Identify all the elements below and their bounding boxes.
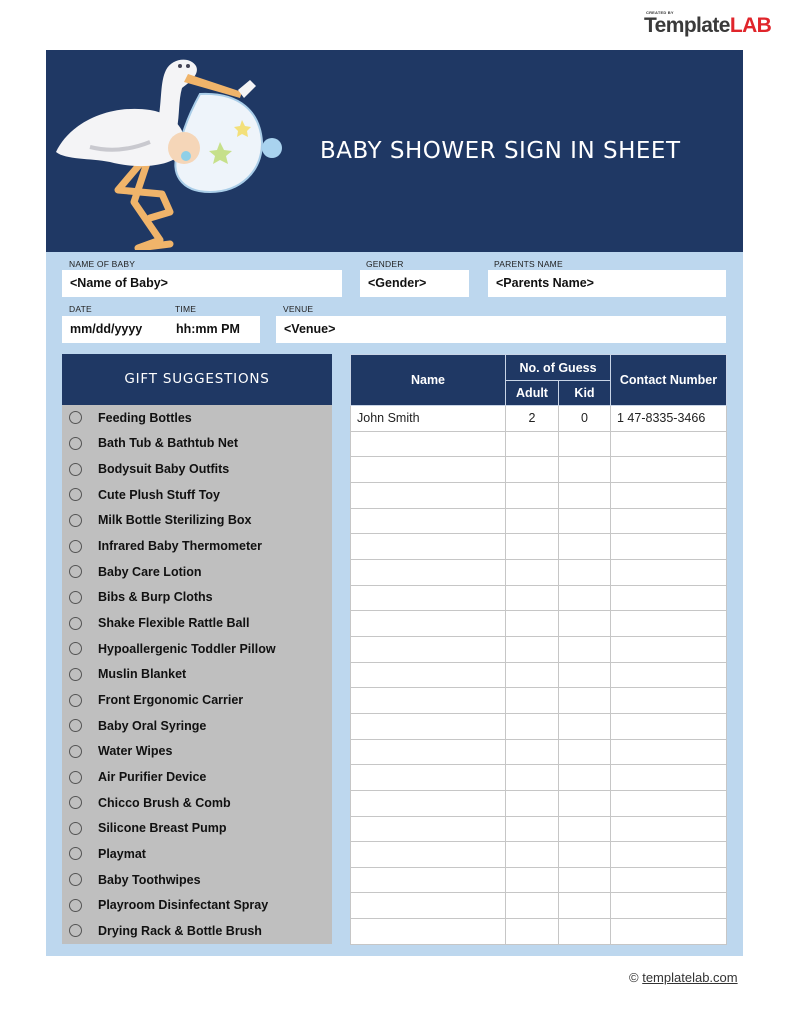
radio-circle-icon[interactable] [69, 488, 82, 501]
gift-item-label: Muslin Blanket [98, 667, 187, 682]
gift-item-label: Front Ergonomic Carrier [98, 693, 244, 708]
cell-name[interactable] [351, 508, 506, 534]
gift-item[interactable] [62, 841, 332, 867]
cell-adult[interactable] [506, 893, 559, 919]
cell-name[interactable] [351, 534, 506, 560]
gift-item-label: Silicone Breast Pump [98, 821, 227, 836]
gift-item-label: Bodysuit Baby Outfits [98, 462, 230, 477]
cell-name[interactable] [351, 893, 506, 919]
cell-adult[interactable] [506, 585, 559, 611]
cell-adult[interactable] [506, 662, 559, 688]
gift-item[interactable] [62, 585, 332, 611]
cell-adult[interactable]: 2 [506, 406, 559, 432]
cell-contact[interactable] [611, 482, 727, 508]
cell-kid[interactable] [559, 636, 611, 662]
cell-name[interactable] [351, 611, 506, 637]
cell-name[interactable] [351, 739, 506, 765]
radio-circle-icon[interactable] [69, 668, 82, 681]
gift-item-label: Baby Toothwipes [98, 872, 201, 887]
gift-item[interactable] [62, 456, 332, 482]
header-number-of-guests: No. of Guess [506, 355, 611, 381]
cell-contact[interactable] [611, 457, 727, 483]
sign-in-sheet [46, 50, 743, 956]
table-row [351, 457, 727, 483]
gift-item[interactable] [62, 918, 332, 944]
cell-adult[interactable] [506, 636, 559, 662]
cell-kid[interactable]: 0 [559, 406, 611, 432]
radio-circle-icon[interactable] [69, 565, 82, 578]
brand-name: TemplateLAB [644, 14, 772, 37]
cell-contact[interactable] [611, 765, 727, 791]
cell-contact[interactable] [611, 893, 727, 919]
radio-circle-icon[interactable] [69, 694, 82, 707]
table-row [351, 636, 727, 662]
gift-item-label: Hypoallergenic Toddler Pillow [98, 641, 276, 656]
cell-adult[interactable] [506, 482, 559, 508]
parents-name-label: PARENTS NAME [494, 259, 563, 269]
cell-contact[interactable] [611, 790, 727, 816]
gift-item-label: Drying Rack & Bottle Brush [98, 923, 262, 938]
cell-adult[interactable] [506, 713, 559, 739]
gift-item[interactable] [62, 636, 332, 662]
cell-adult[interactable] [506, 816, 559, 842]
cell-name[interactable] [351, 867, 506, 893]
gift-item[interactable] [62, 559, 332, 585]
cell-contact[interactable] [611, 713, 727, 739]
cell-kid[interactable] [559, 559, 611, 585]
cell-adult[interactable] [506, 919, 559, 945]
gift-item-label: Chicco Brush & Comb [98, 795, 231, 810]
radio-circle-icon[interactable] [69, 847, 82, 860]
gender-label: GENDER [366, 259, 404, 269]
cell-contact[interactable] [611, 534, 727, 560]
cell-name[interactable] [351, 765, 506, 791]
cell-kid[interactable] [559, 688, 611, 714]
cell-kid[interactable] [559, 713, 611, 739]
time-label: TIME [175, 304, 197, 314]
cell-kid[interactable] [559, 534, 611, 560]
radio-circle-icon[interactable] [69, 822, 82, 835]
table-row [351, 688, 727, 714]
table-row [351, 585, 727, 611]
cell-name[interactable]: John Smith [351, 406, 506, 432]
radio-circle-icon[interactable] [69, 437, 82, 450]
radio-circle-icon[interactable] [69, 771, 82, 784]
cell-contact[interactable]: 1 47-8335-3466 [611, 406, 727, 432]
guest-table [350, 354, 727, 945]
cell-kid[interactable] [559, 919, 611, 945]
cell-kid[interactable] [559, 457, 611, 483]
gift-item[interactable] [62, 533, 332, 559]
gift-item[interactable] [62, 739, 332, 765]
gift-item[interactable] [62, 790, 332, 816]
cell-kid[interactable] [559, 585, 611, 611]
gift-item-label: Playroom Disinfectant Spray [98, 898, 269, 913]
table-row [351, 765, 727, 791]
radio-circle-icon[interactable] [69, 411, 82, 424]
cell-adult[interactable] [506, 508, 559, 534]
radio-circle-icon[interactable] [69, 745, 82, 758]
gift-item-label: Infrared Baby Thermometer [98, 539, 262, 554]
date-label: DATE [69, 304, 92, 314]
venue-field[interactable]: <Venue> [276, 316, 726, 343]
cell-contact[interactable] [611, 662, 727, 688]
cell-name[interactable] [351, 585, 506, 611]
cell-adult[interactable] [506, 457, 559, 483]
cell-contact[interactable] [611, 508, 727, 534]
name-of-baby-field[interactable]: <Name of Baby> [62, 270, 342, 297]
header-kid: Kid [559, 381, 611, 406]
gift-item[interactable] [62, 431, 332, 457]
cell-kid[interactable] [559, 431, 611, 457]
table-row [351, 739, 727, 765]
copyright-symbol: © [629, 970, 639, 985]
header-adult: Adult [506, 381, 559, 406]
cell-name[interactable] [351, 559, 506, 585]
cell-name[interactable] [351, 431, 506, 457]
templatelab-link[interactable]: templatelab.com [642, 970, 738, 985]
gift-item[interactable] [62, 892, 332, 918]
gift-item-label: Bibs & Burp Cloths [98, 590, 213, 605]
gift-item[interactable] [62, 508, 332, 534]
date-field[interactable]: mm/dd/yyyy [62, 316, 168, 343]
gift-suggestions-list [62, 405, 332, 944]
gift-item-label: Water Wipes [98, 744, 173, 759]
gift-item[interactable] [62, 867, 332, 893]
table-row [351, 534, 727, 560]
cell-adult[interactable] [506, 867, 559, 893]
radio-circle-icon[interactable] [69, 617, 82, 630]
cell-kid[interactable] [559, 867, 611, 893]
stork-illustration-icon [50, 52, 286, 250]
table-row [351, 482, 727, 508]
radio-circle-icon[interactable] [69, 719, 82, 732]
radio-circle-icon[interactable] [69, 591, 82, 604]
cell-kid[interactable] [559, 893, 611, 919]
cell-contact[interactable] [611, 611, 727, 637]
cell-contact[interactable] [611, 816, 727, 842]
table-row [351, 611, 727, 637]
gift-item[interactable] [62, 610, 332, 636]
cell-adult[interactable] [506, 842, 559, 868]
gift-item-label: Air Purifier Device [98, 770, 207, 785]
table-row [351, 406, 727, 432]
gift-item-label: Baby Oral Syringe [98, 718, 207, 733]
table-row [351, 867, 727, 893]
cell-kid[interactable] [559, 662, 611, 688]
gender-field[interactable]: <Gender> [360, 270, 469, 297]
cell-contact[interactable] [611, 867, 727, 893]
radio-circle-icon[interactable] [69, 796, 82, 809]
cell-contact[interactable] [611, 431, 727, 457]
gift-item[interactable] [62, 764, 332, 790]
cell-adult[interactable] [506, 431, 559, 457]
cell-adult[interactable] [506, 534, 559, 560]
cell-name[interactable] [351, 816, 506, 842]
table-row [351, 919, 727, 945]
cell-contact[interactable] [611, 559, 727, 585]
gift-item-label: Bath Tub & Bathtub Net [98, 436, 239, 451]
table-row [351, 559, 727, 585]
page-title: BABY SHOWER SIGN IN SHEET [320, 138, 681, 164]
cell-kid[interactable] [559, 816, 611, 842]
header-contact-number: Contact Number [611, 355, 727, 406]
gift-item[interactable] [62, 662, 332, 688]
gift-item[interactable] [62, 816, 332, 842]
gift-item[interactable] [62, 405, 332, 431]
gift-suggestions-title: GIFT SUGGESTIONS [62, 354, 332, 405]
gift-item-label: Playmat [98, 846, 146, 861]
cell-kid[interactable] [559, 739, 611, 765]
gift-item-label: Shake Flexible Rattle Ball [98, 616, 250, 631]
cell-adult[interactable] [506, 765, 559, 791]
templatelab-logo [644, 8, 784, 38]
gift-item[interactable] [62, 713, 332, 739]
cell-name[interactable] [351, 842, 506, 868]
table-row [351, 816, 727, 842]
gift-item[interactable] [62, 687, 332, 713]
table-row [351, 662, 727, 688]
gift-item-label: Cute Plush Stuff Toy [98, 487, 220, 502]
table-row [351, 790, 727, 816]
cell-contact[interactable] [611, 636, 727, 662]
radio-circle-icon[interactable] [69, 642, 82, 655]
cell-adult[interactable] [506, 739, 559, 765]
cell-name[interactable] [351, 482, 506, 508]
cell-contact[interactable] [611, 919, 727, 945]
gift-item-label: Baby Care Lotion [98, 564, 202, 579]
cell-kid[interactable] [559, 482, 611, 508]
cell-adult[interactable] [506, 559, 559, 585]
table-row [351, 842, 727, 868]
parents-name-field[interactable]: <Parents Name> [488, 270, 726, 297]
cell-contact[interactable] [611, 739, 727, 765]
cell-name[interactable] [351, 636, 506, 662]
footer [629, 970, 738, 985]
gift-item[interactable] [62, 482, 332, 508]
cell-adult[interactable] [506, 790, 559, 816]
cell-name[interactable] [351, 688, 506, 714]
cell-name[interactable] [351, 662, 506, 688]
cell-name[interactable] [351, 919, 506, 945]
cell-name[interactable] [351, 790, 506, 816]
cell-kid[interactable] [559, 842, 611, 868]
table-row [351, 508, 727, 534]
cell-kid[interactable] [559, 765, 611, 791]
table-row [351, 431, 727, 457]
cell-contact[interactable] [611, 688, 727, 714]
cell-name[interactable] [351, 713, 506, 739]
cell-name[interactable] [351, 457, 506, 483]
gift-item-label: Feeding Bottles [98, 410, 192, 425]
created-by-label: CREATED BY [646, 10, 674, 15]
cell-kid[interactable] [559, 611, 611, 637]
radio-circle-icon[interactable] [69, 514, 82, 527]
table-row [351, 893, 727, 919]
cell-contact[interactable] [611, 842, 727, 868]
gift-item-label: Milk Bottle Sterilizing Box [98, 513, 252, 528]
cell-kid[interactable] [559, 790, 611, 816]
table-row [351, 713, 727, 739]
radio-circle-icon[interactable] [69, 899, 82, 912]
time-field[interactable]: hh:mm PM [168, 316, 260, 343]
header-name: Name [351, 355, 506, 406]
radio-circle-icon[interactable] [69, 873, 82, 886]
cell-adult[interactable] [506, 688, 559, 714]
name-of-baby-label: NAME OF BABY [69, 259, 136, 269]
cell-contact[interactable] [611, 585, 727, 611]
header-banner [46, 50, 743, 252]
radio-circle-icon[interactable] [69, 540, 82, 553]
radio-circle-icon[interactable] [69, 924, 82, 937]
venue-label: VENUE [283, 304, 314, 314]
radio-circle-icon[interactable] [69, 463, 82, 476]
cell-adult[interactable] [506, 611, 559, 637]
cell-kid[interactable] [559, 508, 611, 534]
